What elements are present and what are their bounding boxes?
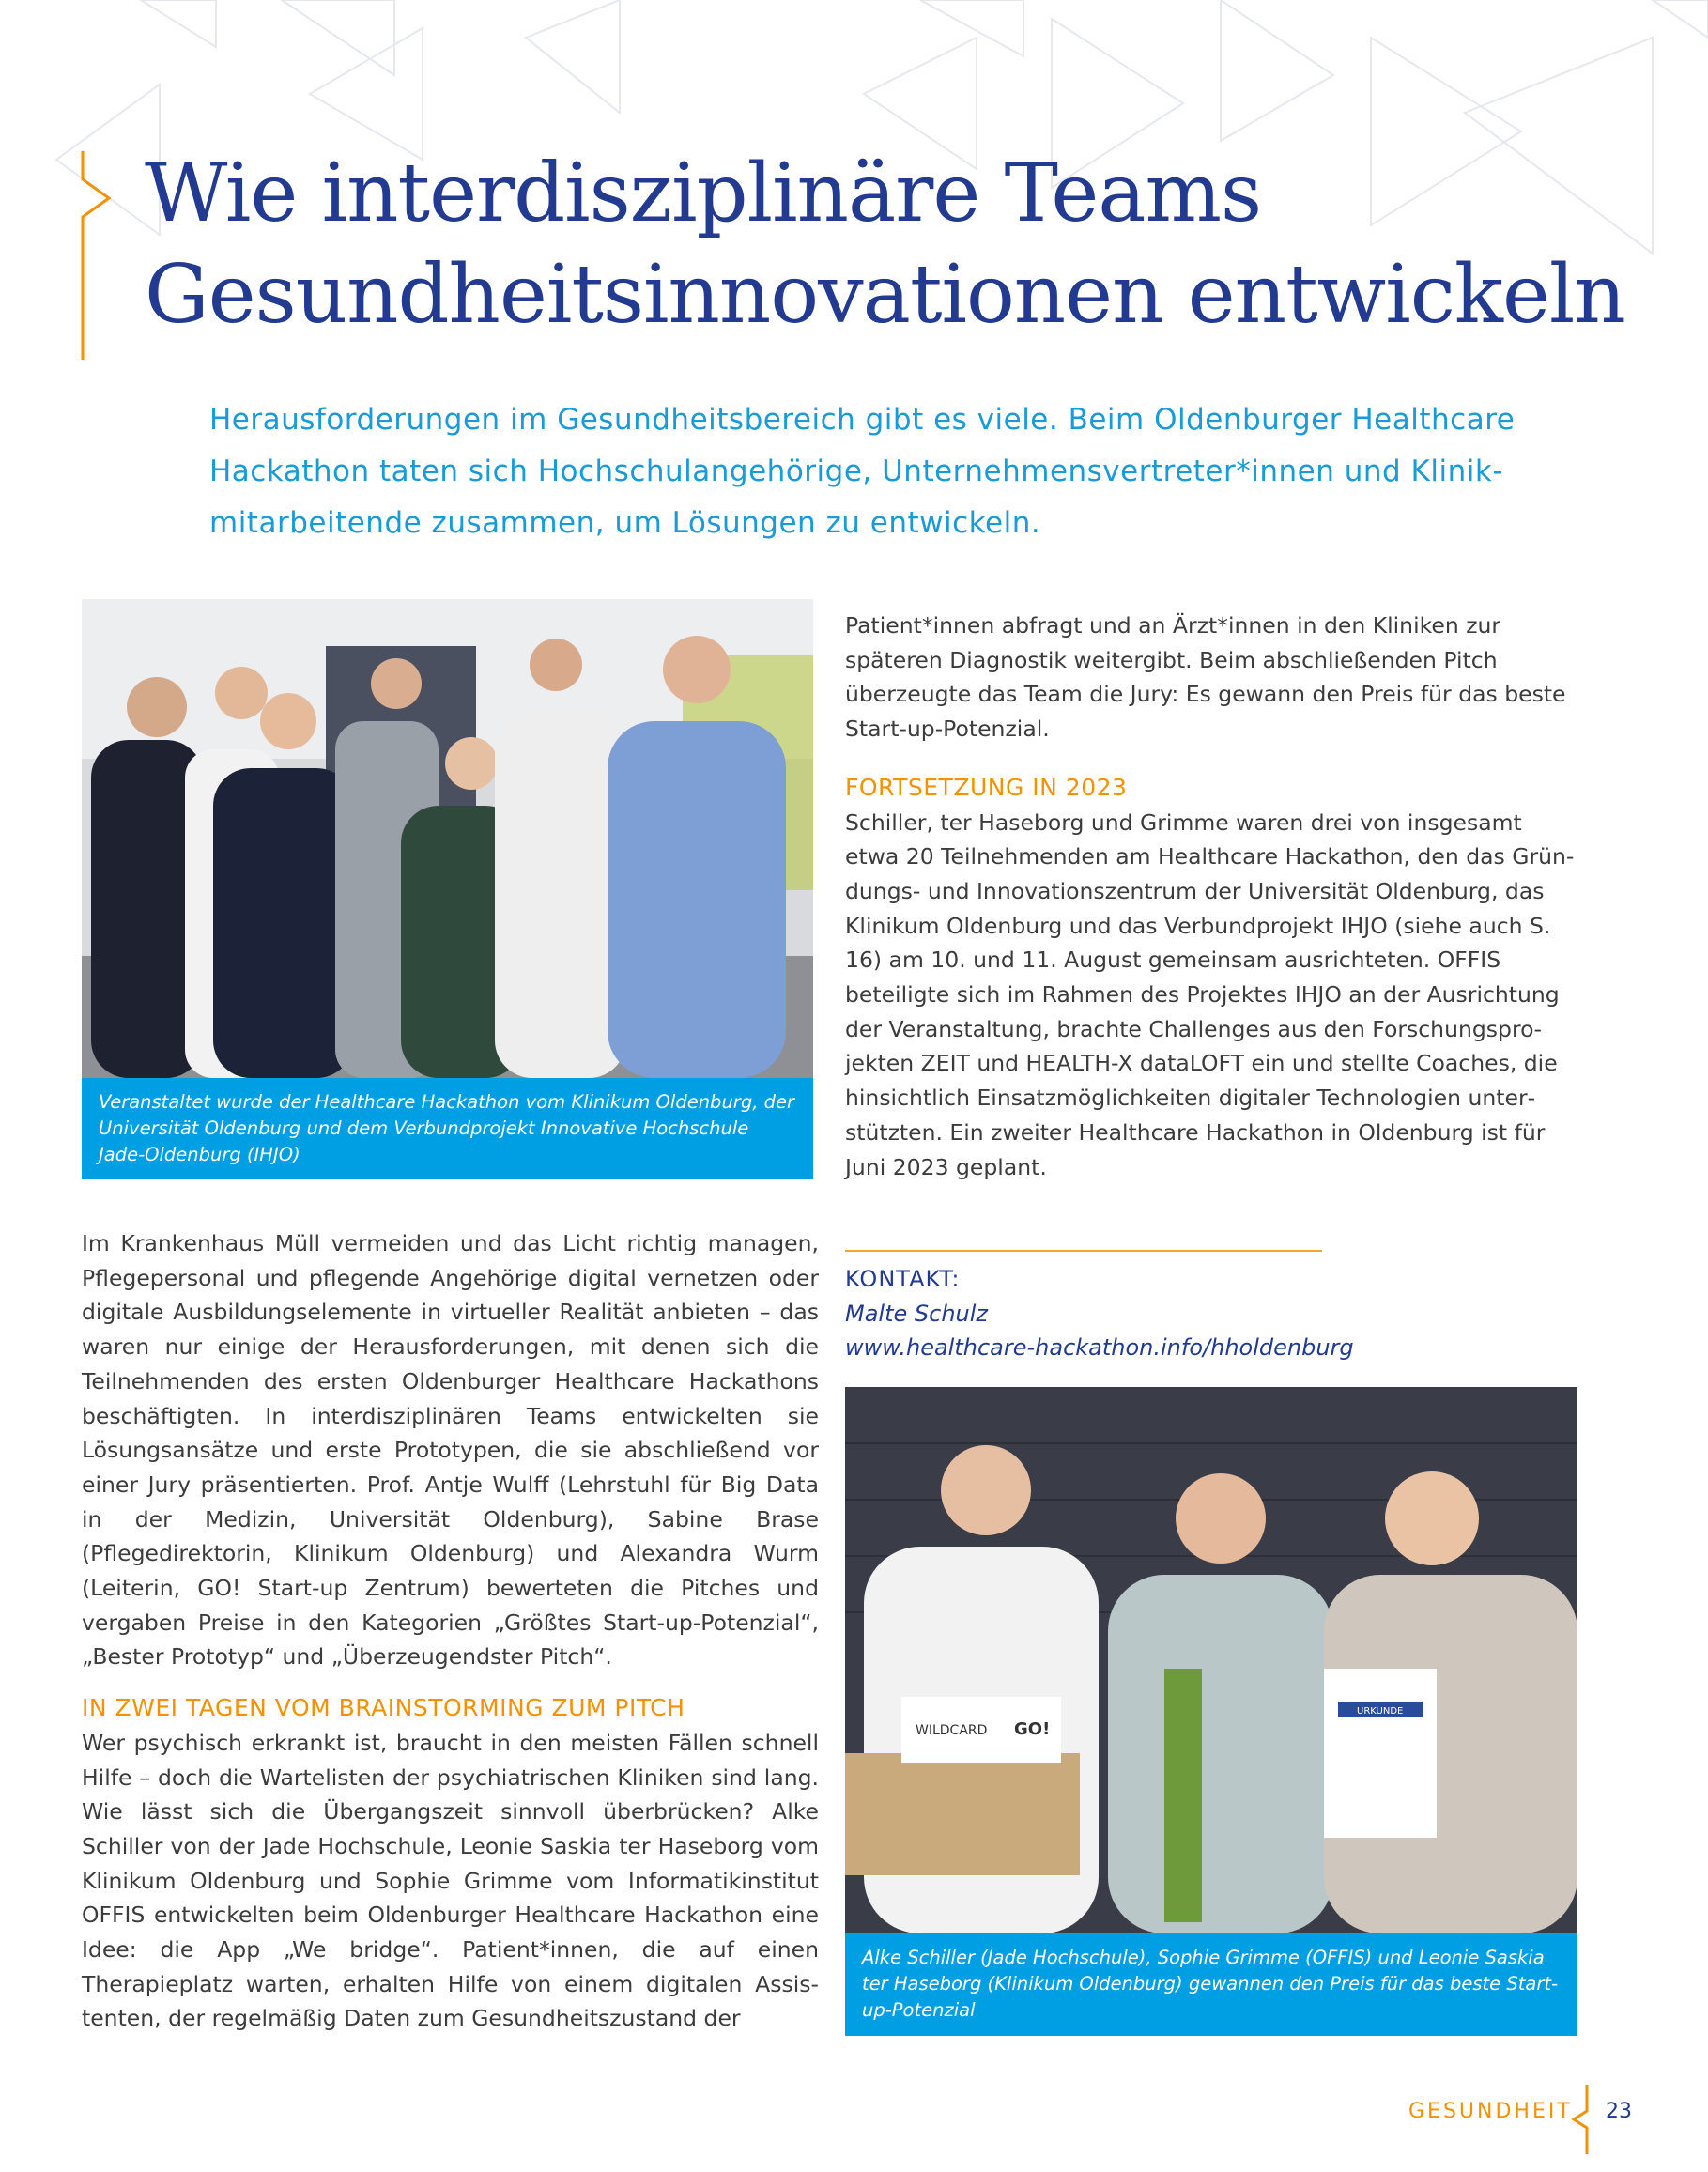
section-heading: IN ZWEI TAGEN VOM BRAINSTORMING ZUM PITCH xyxy=(82,1694,685,1722)
body-paragraph: Patient*innen abfragt und an Ärzt*innen in den Kliniken zur späteren Diagnostik weitergibt. Beim abschließenden Pitch überzeugte das Team die Jury: Es gewann den Preis für das beste Start-up-Potenzial. xyxy=(845,612,1566,743)
contact-name: Malte Schulz xyxy=(845,1300,989,1327)
body-paragraph: Wer psychisch erkrankt ist, braucht in den meisten Fällen schnell Hilfe – doch die Wartelisten der psychiatrischen Kliniken sind lang. Wie lässt sich die Übergangszeit sinnvoll überbrücken? Alke Schiller von der Jade Hochschule, Leonie Saskia ter Haseborg vom Klinikum Oldenburg und Sophie Grimme vom Informatikinstitut OFFIS entwickelten beim Oldenburger Healthcare Hackathon eine Idee: die App „We bridge“. Patient*innen, die auf einen Therapieplatz warten, erhalten Hilfe von einem digitalen Assistenten, der regelmäßig Daten zum Gesundheitszustand der xyxy=(82,1729,819,2032)
section-label: GESUNDHEIT xyxy=(1408,2100,1573,2123)
left-column xyxy=(82,1226,819,2036)
contact-link[interactable]: www.healthcare-hackathon.info/hholdenburg xyxy=(845,1334,1354,1362)
title-bracket-icon xyxy=(81,151,113,360)
page-number: 23 xyxy=(1606,2100,1632,2123)
contact-label: KONTAKT: xyxy=(845,1266,961,1292)
certificate-text: URKUNDE xyxy=(1357,1706,1404,1717)
page-title xyxy=(145,143,1625,346)
contact-block xyxy=(845,1262,1354,1365)
title-line-1: Wie interdisziplinäre Teams xyxy=(145,146,1262,240)
title-line-2: Gesundheitsinnovationen entwickeln xyxy=(145,248,1625,342)
go-sign-text: GO! xyxy=(1014,1719,1051,1739)
body-paragraph: Schiller, ter Haseborg und Grimme waren drei von insgesamt etwa 20 Teilnehmenden am Healthcare Hackathon, den das Gründungs- und Innovationszentrum der Universität Oldenburg, das Klinikum Oldenburg und das Verbundprojekt IHJO (siehe auch S. 16) am 10. und 11. August gemeinsam ausrichteten. OFFIS beteiligte sich im Rahmen des Projektes IHJO an der Ausrichtung der Veranstaltung, brachte Challenges aus den Forschungsprojekten ZEIT und HEALTH-X dataLOFT ein und stellte Coaches, die hinsichtlich Einsatzmöglichkeiten digitaler Technologien unterstützten. Ein zweiter Healthcare Hackathon in Oldenburg ist für Juni 2023 geplant. xyxy=(845,809,1575,1180)
body-paragraph: Im Krankenhaus Müll vermeiden und das Licht richtig managen, Pflegepersonal und pflegende Angehörige digital vernetzen oder digitale Ausbildungselemente in virtueller Realität anbieten – das waren nur einige der Herausforderungen, mit denen sich die Teilnehmenden des ersten Oldenburger Healthcare Hackathons beschäftigten. In interdisziplinären Teams entwickelten sie Lösungsansätze und erste Prototypen, die sie abschließend vor einer Jury präsentierten. Prof. Antje Wulff (Lehrstuhl für Big Data in der Medizin, Universität Oldenburg), Sabine Brase (Pflegedirektorin, Klinikum Oldenburg) und Alexandra Wurm (Leiterin, GO! Start-up Zentrum) bewerteten die Pitches und vergaben Preise in den Kategorien „Größtes Start-up-Potenzial“, „Bester Prototyp“ und „Überzeugendster Pitch“. xyxy=(82,1230,819,1671)
section-heading: FORTSETZUNG IN 2023 xyxy=(845,773,1128,801)
photo-caption: Alke Schiller (Jade Hochschule), Sophie Grimme (OFFIS) und Leonie Saskia ter Haseborg (Klinikum Oldenburg) gewannen den Preis für das beste Start-up-Potenzial xyxy=(845,1933,1577,2036)
right-column xyxy=(845,608,1582,1184)
winners-photo xyxy=(845,1387,1577,1933)
lead-paragraph: Herausforderungen im Gesundheitsbereich gibt es viele. Beim Oldenburger Healthcare Hackathon taten sich Hochschulangehörige, Unternehmensvertreter*innen und Klinikmitarbeitende zusammen, um Lösungen zu entwickeln. xyxy=(209,403,1516,540)
photo-caption: Veranstaltet wurde der Healthcare Hackathon vom Klinikum Oldenburg, der Universität Oldenburg und dem Verbundprojekt Innovative Hochschule Jade-Oldenburg (IHJO) xyxy=(82,1078,813,1179)
footer-bracket-icon xyxy=(1571,2085,1590,2154)
wildcard-sign-text: WILDCARD xyxy=(916,1723,988,1738)
group-photo xyxy=(82,599,813,1078)
divider xyxy=(845,1250,1322,1252)
